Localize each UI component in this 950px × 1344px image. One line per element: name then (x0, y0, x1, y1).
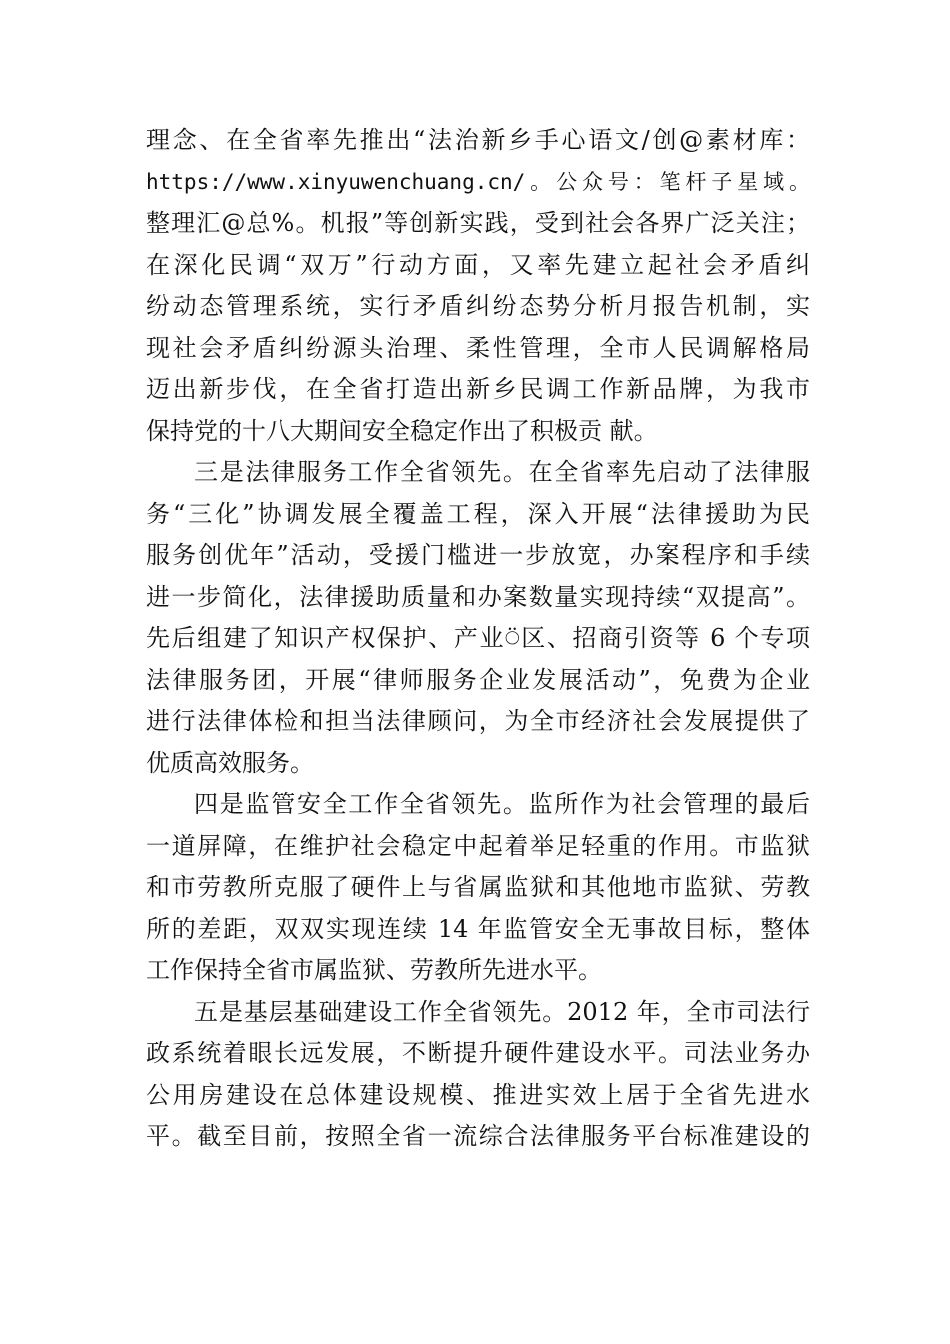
text-line-18: 一道屏障，在维护社会稳定中起着举足轻重的作用。市监狱 (146, 831, 810, 860)
text-line-16: 优质高效服务。 (146, 748, 314, 777)
text-line-23: 政系统着眼长远发展，不断提升硬件建设水平。司法业务办 (146, 1039, 810, 1067)
text-line-12: 进一步简化，法律援助质量和办案数量实现持续“双提高”。 (146, 582, 810, 611)
document-body (146, 120, 810, 1158)
text-line-4: 在深化民调“双万”行动方面，又率先建立起社会矛盾纠 (146, 250, 810, 279)
text-line-24: 公用房建设在总体建设规模、推进实效上居于全省先进水 (146, 1080, 810, 1109)
text-line-6: 现社会矛盾纠纷源头治理、柔性管理，全市人民调解格局 (146, 333, 810, 362)
text-line-2: https://www.xinyuwenchuang.cn/。公众号：笔杆子星域。 (146, 169, 810, 194)
text-line-15: 进行法律体检和担当法律顾问，为全市经济社会发展提供了 (146, 707, 810, 735)
text-line-21: 工作保持全省市属监狱、劳教所先进水平。 (146, 956, 602, 984)
paragraph-5-start: 五是基层基础建设工作全省领先。2012 年，全市司法行 (194, 997, 810, 1026)
paragraph-3-start: 三是法律服务工作全省领先。在全省率先启动了法律服 (194, 458, 810, 486)
text-line-8: 保持党的十八大期间安全稳定作出了积极贡 献。 (146, 416, 658, 445)
text-line-25: 平。截至目前，按照全省一流综合法律服务平台标准建设的 (146, 1122, 810, 1150)
text-line-10: 务“三化”协调发展全覆盖工程，深入开展“法律援助为民 (146, 499, 810, 528)
paragraph-4-start: 四是监管安全工作全省领先。监所作为社会管理的最后 (194, 790, 810, 818)
text-line-11: 服务创优年”活动，受援门槛进一步放宽，办案程序和手续 (146, 541, 810, 569)
text-line-19: 和市劳教所克服了硬件上与省属监狱和其他地市监狱、劳教 (146, 873, 810, 901)
text-line-7: 迈出新步伐，在全省打造出新乡民调工作新品牌，为我市 (146, 375, 810, 403)
text-line-14: 法律服务团，开展“律师服务企业发展活动”，免费为企业 (146, 665, 810, 694)
text-line-13: 先后组建了知识产权保护、产业⍥区、招商引资等 6 个专项 (146, 624, 810, 652)
text-line-3: 整理汇@总%。机报”等创新实践，受到社会各界广泛关注； (146, 209, 810, 237)
text-line-1: 理念、在全省率先推出“法治新乡手心语文/创@素材库： (146, 126, 810, 154)
text-line-5: 纷动态管理系统，实行矛盾纠纷态势分析月报告机制，实 (146, 292, 810, 320)
text-line-20: 所的差距，双双实现连续 14 年监管安全无事故目标，整体 (146, 914, 810, 943)
